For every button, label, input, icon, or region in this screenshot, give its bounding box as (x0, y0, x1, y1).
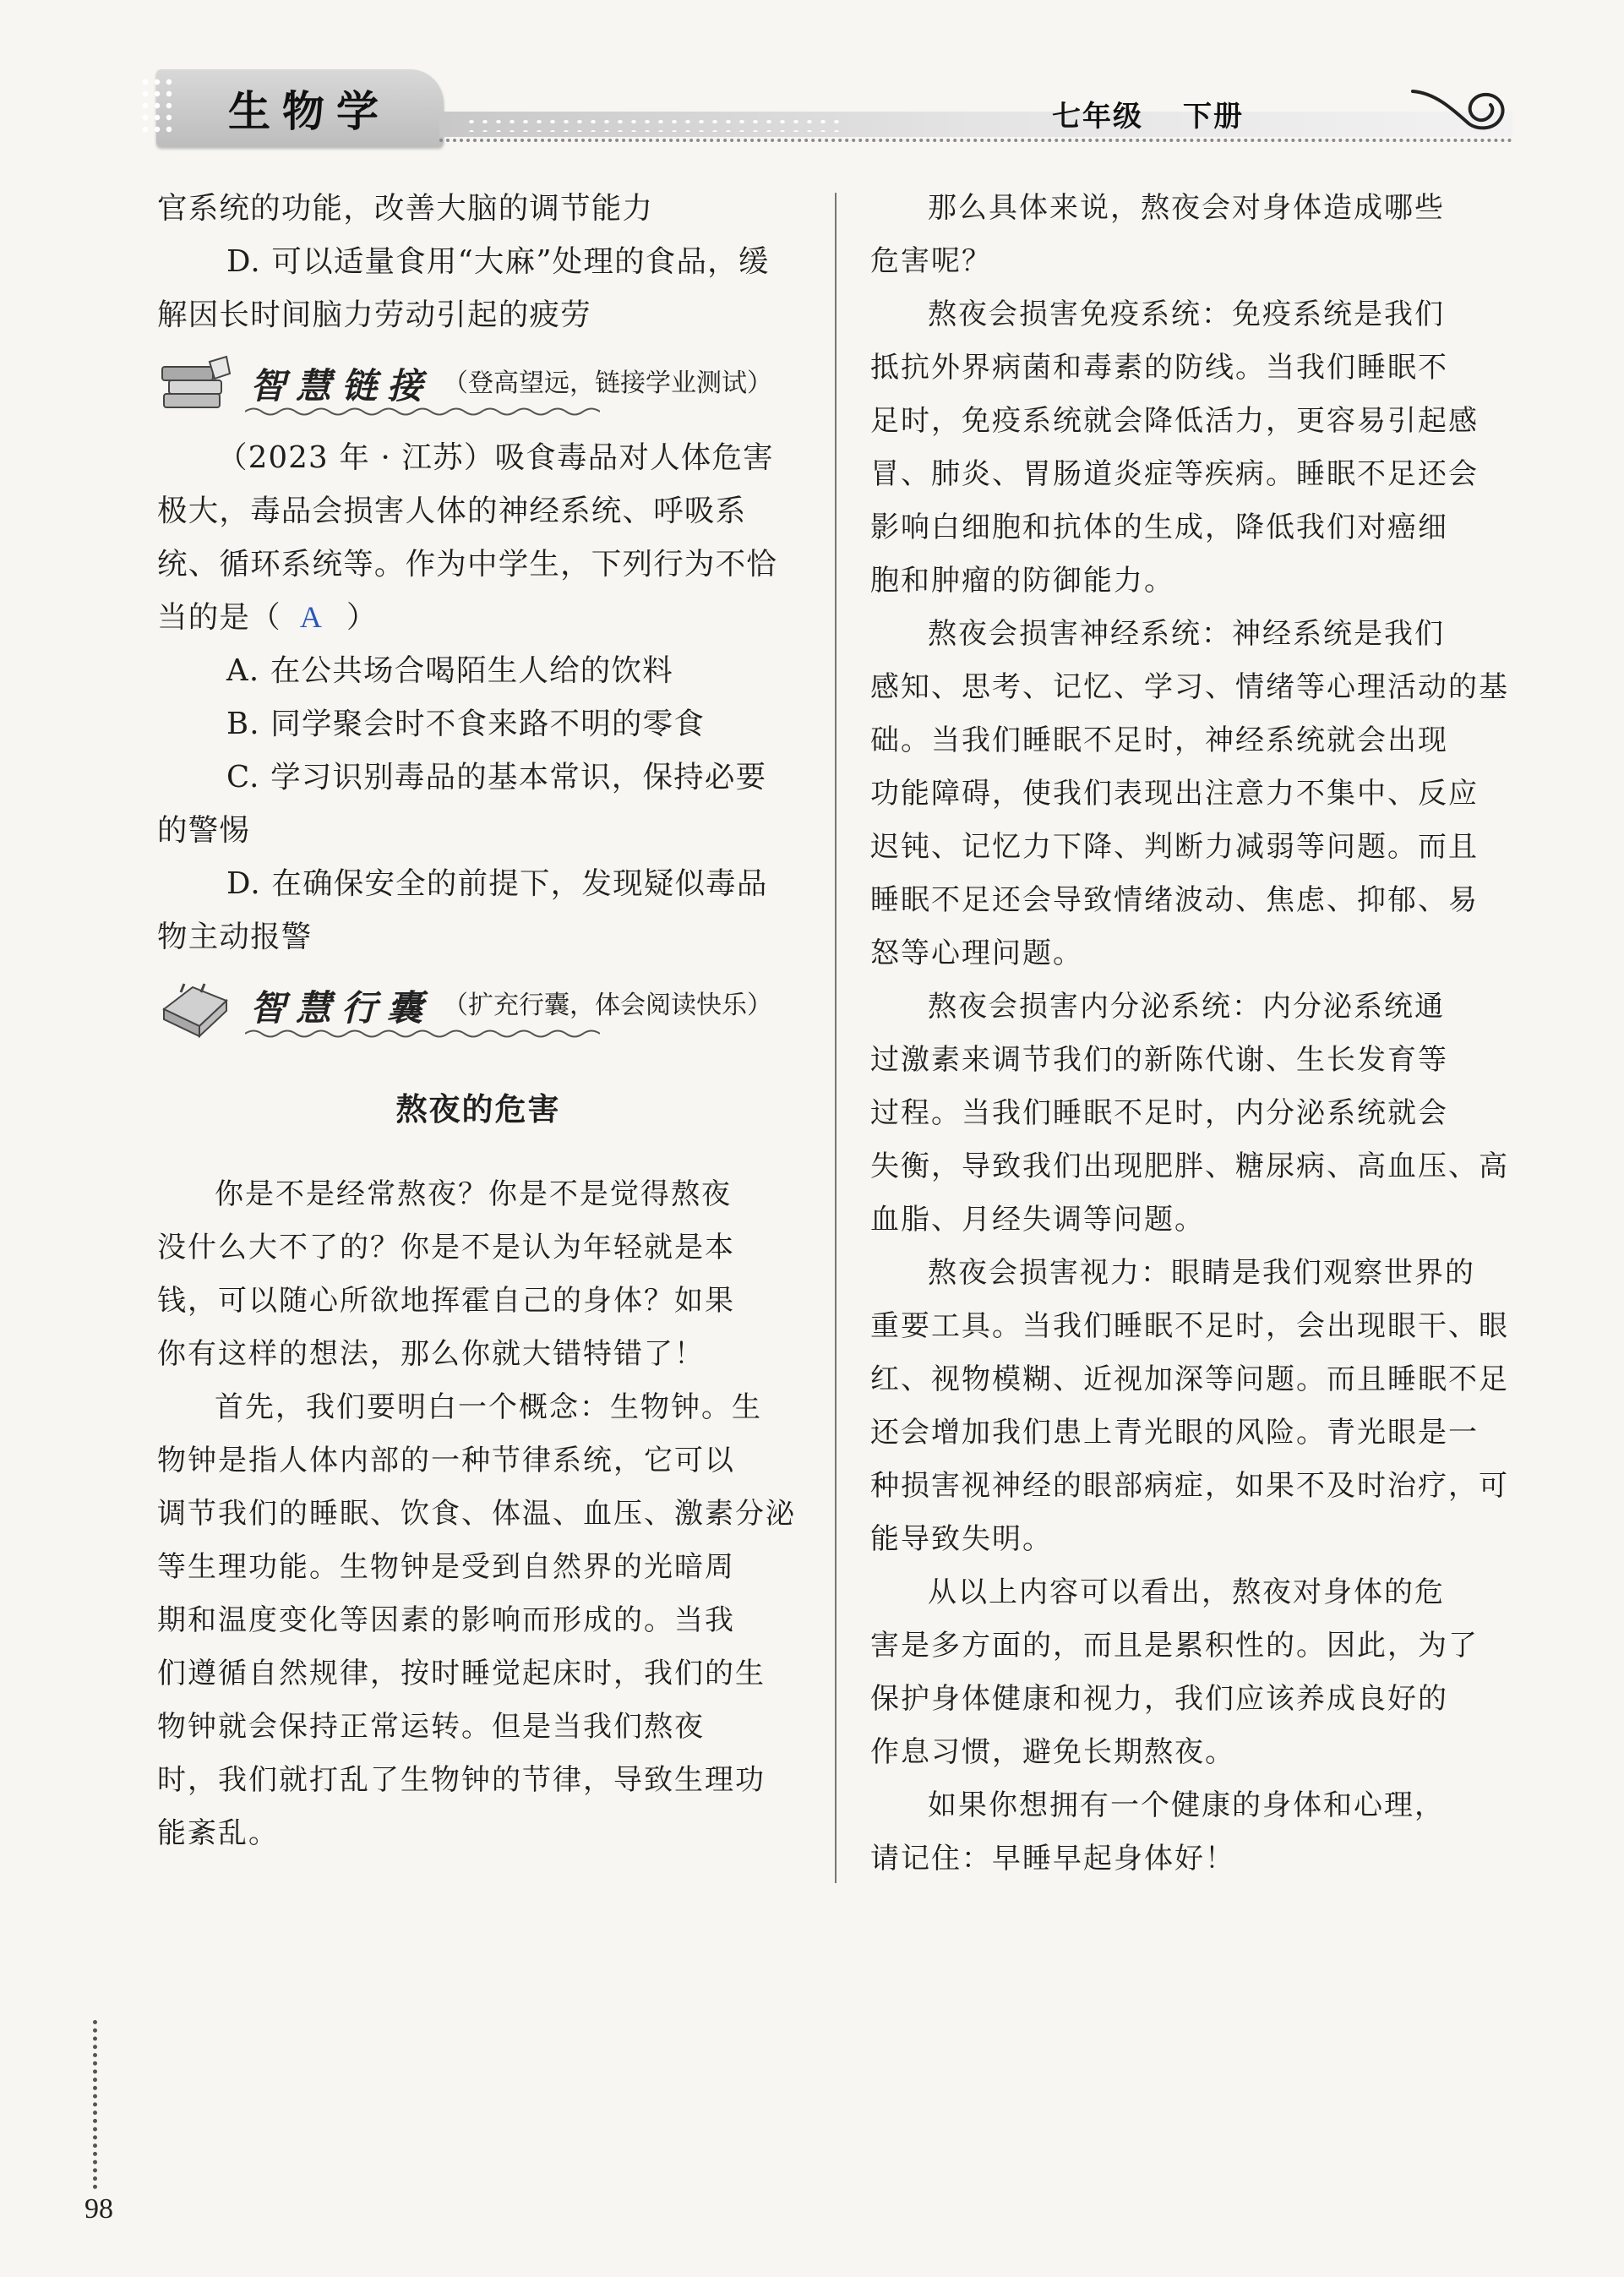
article-line: 红、视物模糊、近视加深等问题。而且睡眠不足 (870, 1362, 1509, 1396)
option-d: D. 在确保安全的前提下，发现疑似毒品 (226, 866, 768, 901)
header-strip (439, 112, 1512, 137)
article-line: 请记住：早睡早起身体好！ (870, 1842, 1235, 1876)
article-line: 睡眠不足还会导致情绪波动、焦虑、抑郁、易 (870, 883, 1479, 917)
option-a: A. 在公共场合喝陌生人给的饮料 (226, 653, 673, 688)
article-line: 影响白细胞和抗体的生成，降低我们对癌细 (870, 511, 1448, 544)
article-line: 没什么大不了的？你是不是认为年轻就是本 (157, 1231, 735, 1264)
article-line: 时，我们就打乱了生物钟的节律，导致生理功 (157, 1763, 766, 1797)
section-bag-note: （扩充行囊，体会阅读快乐） (443, 991, 772, 1020)
right-column (870, 182, 1512, 1886)
article-line: 钱，可以随心所欲地挥霍自己的身体？如果 (157, 1284, 735, 1318)
article-line: 首先，我们要明白一个概念：生物钟。生 (215, 1390, 762, 1424)
question-stem-line: 极大，毒品会损害人体的神经系统、呼吸系 (157, 494, 747, 528)
article-line: 你是不是经常熬夜？你是不是觉得熬夜 (215, 1177, 732, 1211)
option-d-previous-cont: 解因长时间脑力劳动引起的疲劳 (157, 298, 591, 332)
option-d-cont: 物主动报警 (157, 920, 313, 954)
article-line: 熬夜会损害神经系统：神经系统是我们 (928, 617, 1445, 651)
question-stem-line: 统、循环系统等。作为中学生，下列行为不恰 (157, 547, 778, 582)
section-bag-head (157, 969, 799, 1050)
option-c: C. 学习识别毒品的基本常识，保持必要 (226, 760, 767, 794)
question-stem-line: （2023 年 · 江苏）吸食毒品对人体危害 (217, 440, 774, 475)
article-line: 足时，免疫系统就会降低活力，更容易引起感 (870, 404, 1479, 438)
wavy-underline (245, 406, 600, 418)
header-rule (439, 139, 1512, 142)
article-line: 如果你想拥有一个健康的身体和心理， (928, 1788, 1445, 1822)
option-c-cont: 的警惕 (157, 813, 251, 848)
section-bag-title: 智慧行囊 (250, 987, 433, 1029)
article-line: 能导致失明。 (870, 1522, 1053, 1556)
left-column (157, 182, 799, 1860)
article-line: 物钟是指人体内部的一种节律系统，它可以 (157, 1444, 735, 1477)
article-line: 础。当我们睡眠不足时，神经系统就会出现 (870, 724, 1448, 757)
article-line: 们遵循自然规律，按时睡觉起床时，我们的生 (157, 1657, 766, 1690)
page-header (0, 59, 1624, 152)
book-label: 下册 (1183, 100, 1244, 134)
article-line: 功能障碍，使我们表现出注意力不集中、反应 (870, 777, 1479, 811)
article-line: 过激素来调节我们的新陈代谢、生长发育等 (870, 1043, 1448, 1077)
article-line: 物钟就会保持正常运转。但是当我们熬夜 (157, 1710, 705, 1744)
article-line: 冒、肺炎、胃肠道炎症等疾病。睡眠不足还会 (870, 457, 1479, 491)
article-line: 那么具体来说，熬夜会对身体造成哪些 (928, 191, 1445, 225)
option-d-previous: D. 可以适量食用“大麻”处理的食品，缓 (226, 244, 770, 279)
article-line: 保护身体健康和视力，我们应该养成良好的 (870, 1682, 1448, 1716)
option-b: B. 同学聚会时不食来路不明的零食 (226, 707, 706, 741)
article-line: 熬夜会损害免疫系统：免疫系统是我们 (928, 298, 1445, 331)
article-line: 重要工具。当我们睡眠不足时，会出现眼干、眼 (870, 1309, 1509, 1343)
calendar-bag-icon (159, 975, 235, 1043)
section-link-title: 智慧链接 (250, 365, 433, 407)
article-line: 熬夜会损害视力：眼睛是我们观察世界的 (928, 1256, 1475, 1290)
article-line: 怒等心理问题。 (870, 936, 1083, 970)
article-line: 胞和肿瘤的防御能力。 (870, 564, 1174, 598)
article-title: 熬夜的危害 (395, 1091, 561, 1128)
carry-line: 官系统的功能，改善大脑的调节能力 (157, 191, 654, 226)
page-dots (93, 2020, 97, 2189)
article-line: 能紊乱。 (157, 1816, 279, 1850)
subject-title: 生物学 (228, 87, 390, 136)
section-link-note: （登高望远，链接学业测试） (443, 369, 772, 398)
article-line: 失衡，导致我们出现肥胖、糖尿病、高血压、高 (870, 1149, 1509, 1183)
swirl-ornament-icon (1409, 74, 1511, 134)
article-line: 还会增加我们患上青光眼的风险。青光眼是一 (870, 1416, 1479, 1450)
article-line: 作息习惯，避免长期熬夜。 (870, 1735, 1235, 1769)
article-line: 从以上内容可以看出，熬夜对身体的危 (928, 1575, 1445, 1609)
article-line: 害是多方面的，而且是累积性的。因此，为了 (870, 1629, 1479, 1663)
article-line: 迟钝、记忆力下降、判断力减弱等问题。而且 (870, 830, 1479, 864)
article-line: 血脂、月经失调等问题。 (870, 1203, 1205, 1237)
article-line: 你有这样的想法，那么你就大错特错了！ (157, 1337, 705, 1371)
article-line: 调节我们的睡眠、饮食、体温、血压、激素分泌 (157, 1497, 796, 1531)
article-line: 期和温度变化等因素的影响而形成的。当我 (157, 1603, 735, 1637)
books-stack-icon (159, 353, 235, 421)
article-line: 感知、思考、记忆、学习、情绪等心理活动的基 (870, 670, 1509, 704)
article-line: 过程。当我们睡眠不足时，内分泌系统就会 (870, 1096, 1448, 1130)
article-line: 种损害视神经的眼部病症，如果不及时治疗，可 (870, 1469, 1509, 1503)
wavy-underline (245, 1028, 600, 1040)
page-number: 98 (84, 2193, 113, 2225)
article-line: 危害呢？ (870, 244, 992, 278)
grade-label: 七年级 (1052, 100, 1143, 134)
question-stem-last: 当的是（ A ） (157, 600, 378, 635)
column-divider (835, 193, 837, 1883)
article-line: 抵抗外界病菌和毒素的防线。当我们睡眠不 (870, 351, 1448, 385)
article-line: 熬夜会损害内分泌系统：内分泌系统通 (928, 990, 1445, 1024)
handwritten-answer: A (299, 600, 324, 634)
article-line: 等生理功能。生物钟是受到自然界的光暗周 (157, 1550, 735, 1584)
section-link-head (157, 347, 799, 428)
